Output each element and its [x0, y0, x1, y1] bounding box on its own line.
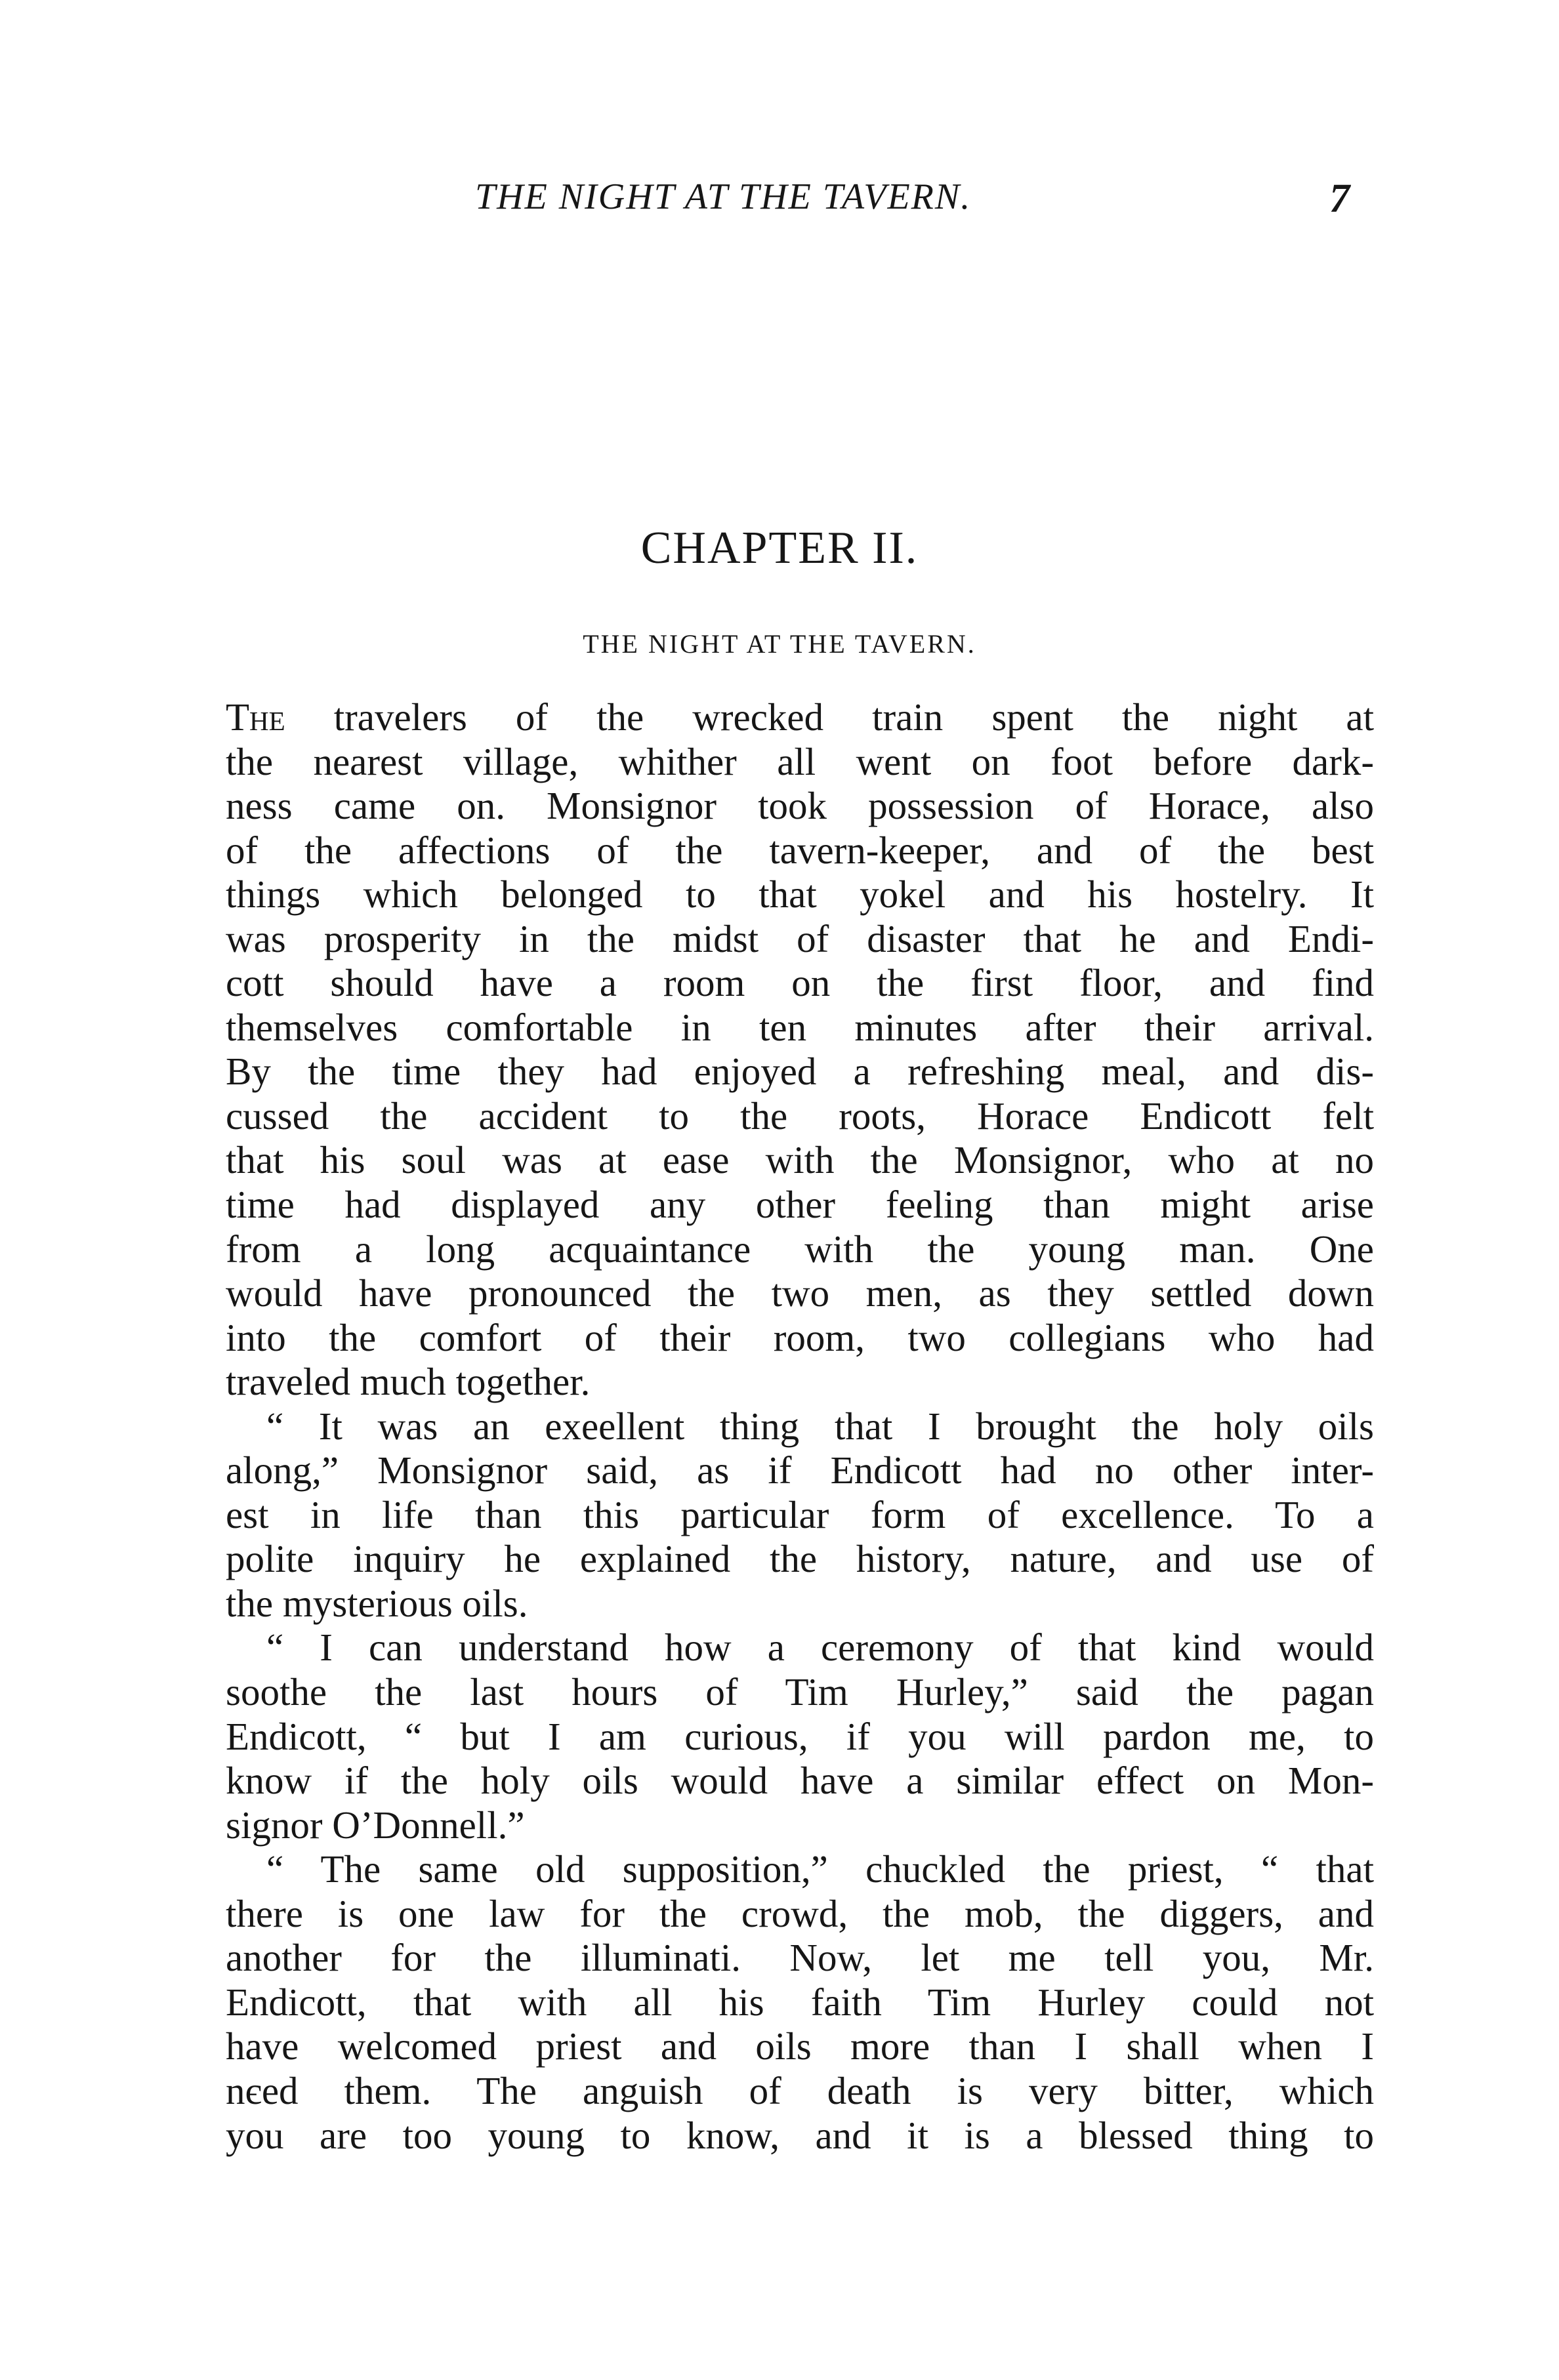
- text-line: soothe the last hours of Tim Hurley,” said the pagan: [226, 1670, 1374, 1714]
- text-line: cussed the accident to the roots, Horace Endicott felt: [226, 1094, 1374, 1138]
- text-line: [226, 695, 1374, 740]
- text-line: you are too young to know, and it is a blessed thing to: [226, 2113, 1374, 2157]
- text-line: ness came on. Monsignor took possession of Horace, also: [226, 784, 1374, 828]
- text-line: themselves comfortable in ten minutes after their arrival.: [226, 1005, 1374, 1049]
- text-line: would have pronounced the two men, as they settled down: [226, 1271, 1374, 1315]
- page-number: 7: [1329, 176, 1350, 221]
- text-line: into the comfort of their room, two collegians who had: [226, 1315, 1374, 1359]
- running-head: [0, 176, 1559, 222]
- text-line: nєed them. The anguish of death is very bitter, which: [226, 2068, 1374, 2112]
- body-text: [226, 695, 1374, 2158]
- text-line: along,” Monsignor said, as if Endicott had no other inter-: [226, 1448, 1374, 1492]
- text-line: signor O’Donnell.”: [226, 1803, 525, 1847]
- text-line: was prosperity in the midst of disaster that he and Endi-: [226, 916, 1374, 960]
- chapter-heading: CHAPTER II.: [640, 523, 919, 573]
- text-line: By the time they had enjoyed a refreshing meal, and dis-: [226, 1050, 1374, 1094]
- text-line: “ I can understand how a ceremony of that kind would: [266, 1626, 1374, 1670]
- lead-word: The: [226, 695, 285, 739]
- text-line: another for the illuminati. Now, let me tell you, Mr.: [226, 1936, 1374, 1980]
- text-line: there is one law for the crowd, the mob, the diggers, and: [226, 1891, 1374, 1935]
- text-line: cott should have a room on the first floor, and find: [226, 961, 1374, 1005]
- text-line: time had displayed any other feeling than might arise: [226, 1183, 1374, 1227]
- chapter-subtitle: THE NIGHT AT THE TAVERN.: [583, 629, 976, 659]
- text-line: of the affections of the tavern-keeper, and of the best: [226, 828, 1374, 872]
- text-line: know if the holy oils would have a similar effect on Mon-: [226, 1759, 1374, 1803]
- text-line: that his soul was at ease with the Monsignor, who at no: [226, 1138, 1374, 1182]
- text-line-content: travelers of the wrecked train spent the night at: [285, 695, 1374, 739]
- text-line: have welcomed priest and oils more than I shall when I: [226, 2024, 1374, 2068]
- text-line: Endicott, “ but I am curious, if you will pardon me, to: [226, 1714, 1374, 1758]
- text-line: things which belonged to that yokel and his hostelry. It: [226, 872, 1374, 916]
- text-line: “ It was an exeellent thing that I brought the holy oils: [266, 1404, 1374, 1448]
- text-line: the mysterious oils.: [226, 1581, 528, 1625]
- text-line: the nearest village, whither all went on foot before dark-: [226, 739, 1374, 783]
- text-line: from a long acquaintance with the young man. One: [226, 1227, 1374, 1271]
- running-title: THE NIGHT AT THE TAVERN.: [475, 176, 972, 217]
- text-line: traveled much together.: [226, 1360, 591, 1404]
- text-line: polite inquiry he explained the history, nature, and use of: [226, 1537, 1374, 1581]
- text-line: Endicott, that with all his faith Tim Hurley could not: [226, 1980, 1374, 2024]
- text-line: “ The same old supposition,” chuckled the priest, “ that: [266, 1847, 1374, 1891]
- text-line: est in life than this particular form of excellence. To a: [226, 1492, 1374, 1536]
